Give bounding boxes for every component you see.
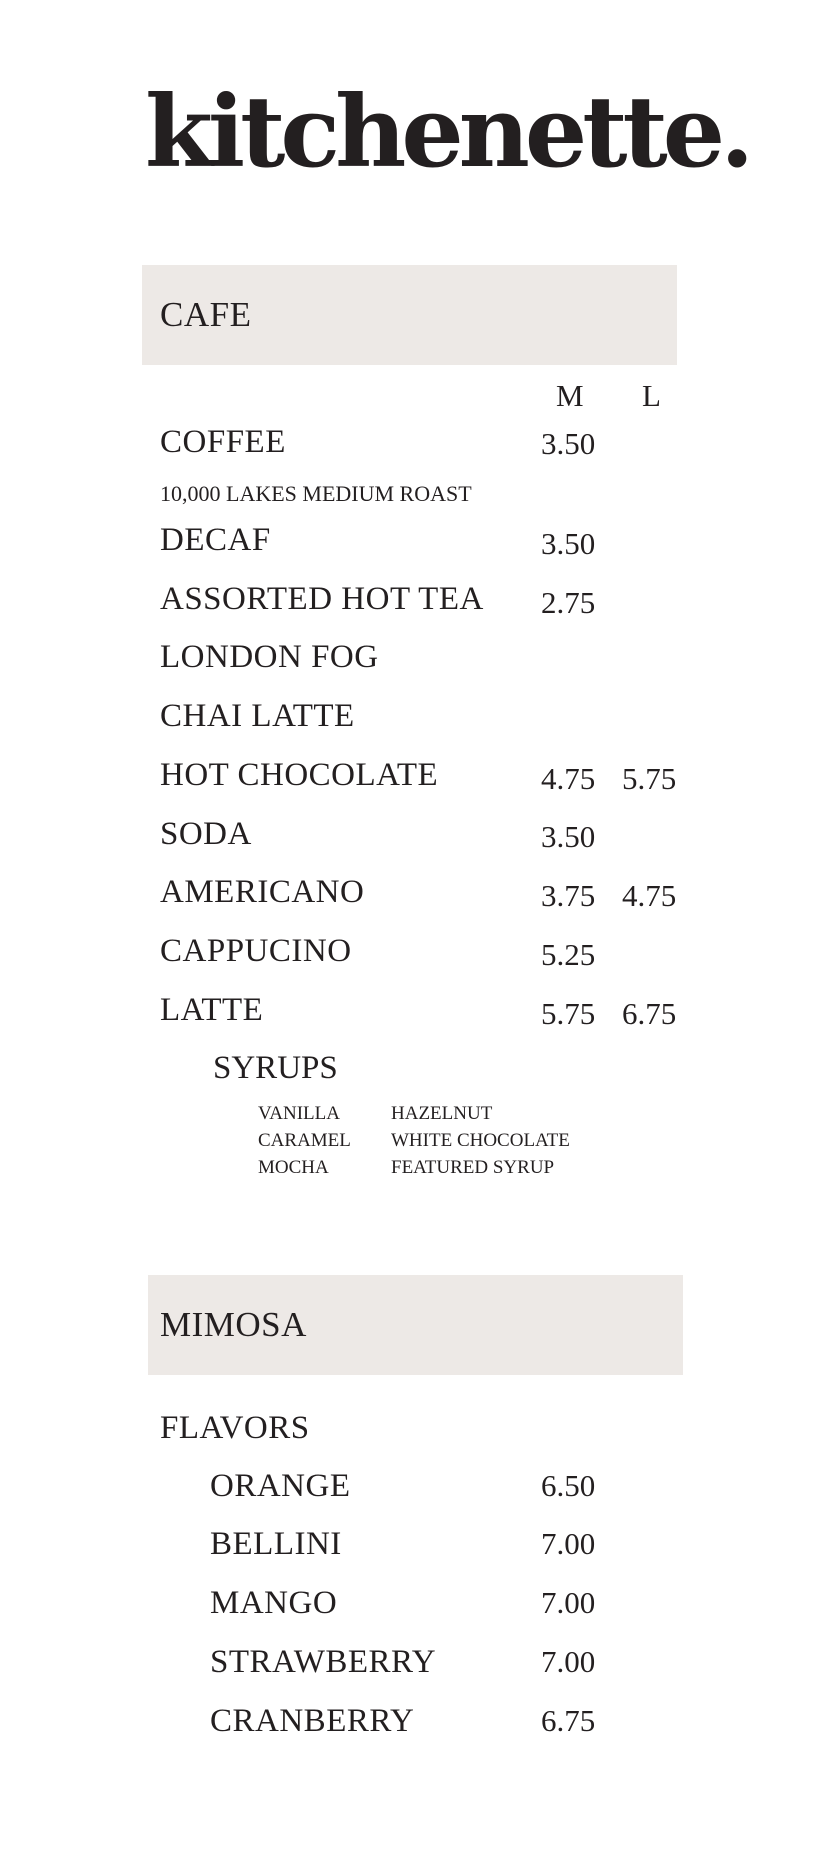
flavor-name: BELLINI — [210, 1526, 342, 1562]
flavor-price: 7.00 — [541, 1526, 596, 1561]
cafe-header-band — [142, 265, 677, 365]
flavor-name: CRANBERRY — [210, 1703, 415, 1739]
menu-item-name: CHAI LATTE — [160, 698, 355, 734]
menu-item-price-l: 6.75 — [622, 996, 677, 1031]
flavor-price: 6.75 — [541, 1703, 596, 1738]
syrup-option: VANILLA — [258, 1103, 340, 1124]
menu-item-price-m: 3.50 — [541, 819, 596, 854]
syrup-option: FEATURED SYRUP — [391, 1157, 555, 1178]
mimosa-title: MIMOSA — [160, 1305, 307, 1344]
menu-item-name: ASSORTED HOT TEA — [160, 581, 484, 617]
menu-item-price-m: 3.50 — [541, 426, 596, 461]
flavor-price: 7.00 — [541, 1644, 596, 1679]
cafe-title: CAFE — [160, 295, 252, 334]
menu-item-name: HOT CHOCOLATE — [160, 757, 439, 793]
brand-logo: kitchenette. — [145, 75, 750, 190]
mimosa-header-band — [148, 1275, 683, 1375]
syrups-heading: SYRUPS — [213, 1050, 338, 1086]
flavor-price: 7.00 — [541, 1585, 596, 1620]
syrup-option: HAZELNUT — [391, 1103, 493, 1124]
menu-item-price-m: 2.75 — [541, 585, 596, 620]
syrup-option: CARAMEL — [258, 1130, 351, 1151]
menu-item-price-m: 3.50 — [541, 526, 596, 561]
size-header-m: M — [556, 378, 584, 413]
syrup-option: WHITE CHOCOLATE — [391, 1130, 570, 1151]
menu-item-name: SODA — [160, 816, 252, 852]
menu-item-price-l: 4.75 — [622, 878, 677, 913]
menu-item-name: COFFEE — [160, 424, 286, 460]
flavor-name: STRAWBERRY — [210, 1644, 437, 1680]
menu-item-price-m: 3.75 — [541, 878, 596, 913]
menu-item-price-m: 5.75 — [541, 996, 596, 1031]
menu-item-name: LATTE — [160, 992, 264, 1028]
menu-item-name: AMERICANO — [160, 874, 365, 910]
menu-item-price-l: 5.75 — [622, 761, 677, 796]
menu-item-price-m: 5.25 — [541, 937, 596, 972]
menu-item-name: CAPPUCINO — [160, 933, 352, 969]
flavor-name: MANGO — [210, 1585, 338, 1621]
menu-item-name: LONDON FOG — [160, 639, 379, 675]
menu-item-name: DECAF — [160, 522, 271, 558]
flavor-name: ORANGE — [210, 1468, 351, 1504]
flavors-label: FLAVORS — [160, 1410, 310, 1446]
syrup-option: MOCHA — [258, 1157, 329, 1178]
flavor-price: 6.50 — [541, 1468, 596, 1503]
coffee-roast-note: 10,000 LAKES MEDIUM ROAST — [160, 481, 472, 506]
size-header-l: L — [642, 378, 661, 413]
menu-item-price-m: 4.75 — [541, 761, 596, 796]
